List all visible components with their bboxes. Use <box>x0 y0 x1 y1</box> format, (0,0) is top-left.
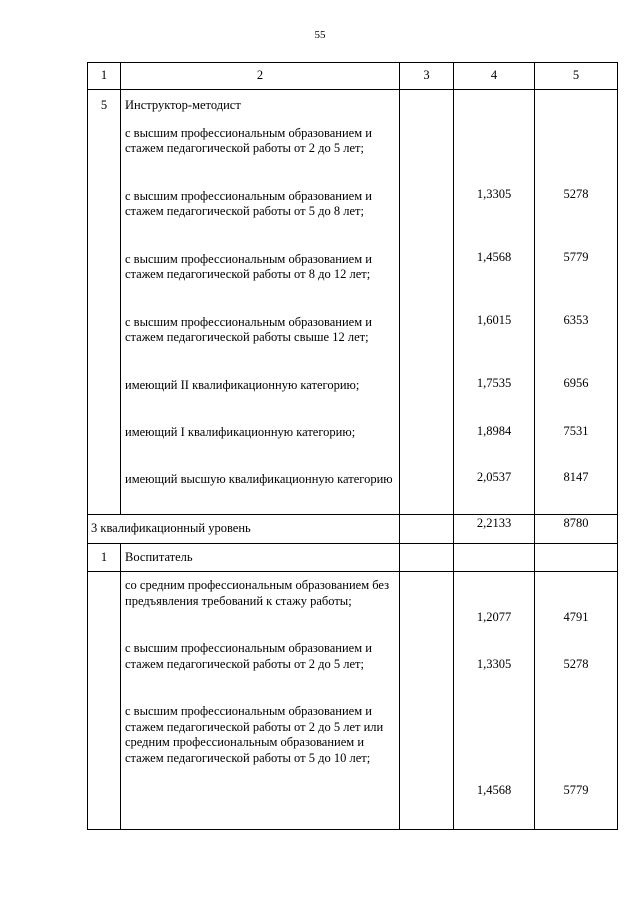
position-cell <box>121 572 400 830</box>
empty-cell <box>400 515 454 544</box>
empty-cell <box>400 572 454 830</box>
salary-value: 8780 <box>563 516 589 530</box>
coef-value: 1,4568 <box>476 783 512 797</box>
coef-value: 1,3305 <box>476 657 512 671</box>
header-col-3: 3 <box>400 63 454 90</box>
position-title: Инструктор-методист <box>125 98 241 112</box>
list-item: имеющий высшую квалификационную категорию <box>125 471 393 486</box>
coef-value: 1,8984 <box>476 424 512 438</box>
header-col-1: 1 <box>88 63 121 90</box>
table-row <box>88 572 618 830</box>
coef-value: 1,7535 <box>476 376 512 390</box>
list-item: с высшим профессиональным образованием и стажем педагогической работы от 5 до 8 лет; <box>125 188 372 218</box>
list-item: с высшим профессиональным образованием и стажем педагогической работы от 2 до 5 лет или средним профессиональным образованием и стажем педагогической работы от 5 до 10 лет; <box>125 704 384 765</box>
salary-cell <box>535 572 618 830</box>
salary-table <box>87 62 618 830</box>
list-item: с высшим профессиональным образованием и стажем педагогической работы от 8 до 12 лет; <box>125 251 372 281</box>
salary-cell <box>535 90 618 530</box>
empty-cell <box>454 544 535 572</box>
salary-value: 8147 <box>563 470 589 484</box>
list-item: с высшим профессиональным образованием и стажем педагогической работы свыше 12 лет; <box>125 314 372 344</box>
header-col-4: 4 <box>454 63 535 90</box>
coef-cell <box>454 572 535 830</box>
list-item: имеющий I квалификационную категорию; <box>125 424 356 439</box>
list-item: с высшим профессиональным образованием и стажем педагогической работы от 2 до 5 лет; <box>125 641 372 671</box>
table-header-row <box>88 63 618 90</box>
salary-value: 7531 <box>563 424 589 438</box>
header-col-5: 5 <box>535 63 618 90</box>
table-row <box>88 90 618 515</box>
empty-cell <box>88 572 121 830</box>
salary-value: 6956 <box>563 376 589 390</box>
salary-value: 5779 <box>563 250 589 264</box>
position-title: Воспитатель <box>121 544 400 572</box>
row-number: 1 <box>88 544 121 572</box>
empty-cell <box>400 544 454 572</box>
salary-value: 5278 <box>563 657 589 671</box>
list-item: с высшим профессиональным образованием и стажем педагогической работы от 2 до 5 лет; <box>125 125 372 155</box>
salary-value: 5779 <box>563 783 589 797</box>
coef-value: 1,4568 <box>476 250 512 264</box>
salary-value: 4791 <box>563 610 589 624</box>
empty-cell <box>535 544 618 572</box>
position-cell <box>121 90 400 515</box>
level-label: 3 квалификационный уровень <box>88 515 400 544</box>
salary-value: 5278 <box>563 187 589 201</box>
empty-cell <box>400 90 454 515</box>
coef-value: 2,2133 <box>476 516 512 530</box>
coef-value: 1,3305 <box>476 187 512 201</box>
coef-value: 1,2077 <box>476 610 512 624</box>
coef-value: 1,6015 <box>476 313 512 327</box>
page-number: 55 <box>314 29 326 41</box>
list-item: со средним профессиональным образованием без предъявления требований к стажу работы; <box>125 578 390 608</box>
row-number: 5 <box>88 90 121 515</box>
table-row <box>88 544 618 572</box>
salary-value: 6353 <box>563 313 589 327</box>
header-col-2: 2 <box>121 63 400 90</box>
coef-value: 2,0537 <box>476 470 512 484</box>
coef-cell <box>454 90 535 530</box>
list-item: имеющий II квалификационную категорию; <box>125 377 360 392</box>
